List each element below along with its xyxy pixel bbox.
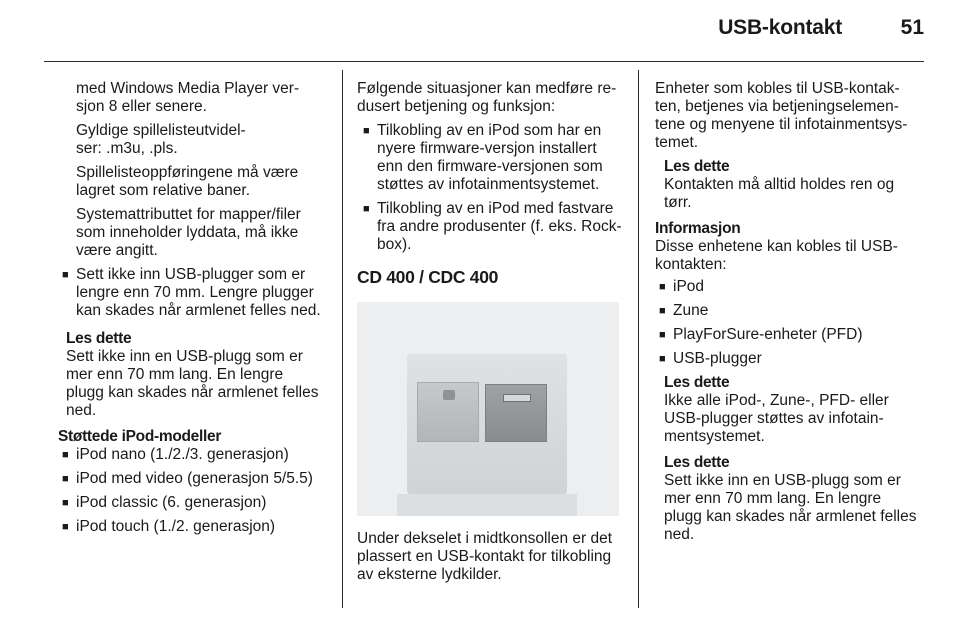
usb-slot (485, 384, 547, 442)
list-item: ■ iPod nano (1./2./3. generasjon) (62, 446, 334, 464)
list-item: ■ USB-plugger (659, 350, 923, 368)
list-item: ■ iPod classic (6. generasjon) (62, 494, 334, 512)
list-item: ■ iPod med video (generasjon 5/5.5) (62, 470, 334, 488)
column-1 (58, 80, 334, 542)
column-2 (357, 80, 625, 590)
section-title: Informasjon (655, 220, 741, 237)
note-title: Les dette (664, 158, 730, 175)
column-3 (655, 80, 923, 552)
cover-button (443, 390, 455, 400)
console-lip (397, 494, 577, 516)
intro-paragraph: Følgende situasjoner kan medføre re- dusert betjening og funksjon: (357, 80, 617, 115)
column-divider-1 (342, 70, 343, 608)
usb-port-photo (357, 302, 619, 516)
playlist-entries-paragraph: Spillelisteoppføringene må være lagret som relative baner. (76, 164, 299, 199)
list-item: ■ Tilkobling av en iPod med fastvare fra andre produsenter (f. eks. Rock- box). (363, 200, 625, 254)
supported-models-section (58, 428, 334, 536)
note-block (655, 158, 923, 212)
note-text: Ikke alle iPod-, Zune-, PFD- eller USB-plugger støttes av infotain- mentsystemet. (664, 392, 889, 445)
usb-port-icon (503, 394, 531, 402)
list-item: ■ Sett ikke inn USB-plugger som er lengre enn 70 mm. Lengre plugger kan skades når armlenet felles ned. (62, 266, 334, 320)
section-title: Støttede iPod-modeller (58, 428, 222, 445)
note-text: Kontakten må alltid holdes ren og tørr. (664, 176, 895, 211)
note-title: Les dette (664, 374, 730, 391)
note-title: Les dette (66, 330, 132, 347)
playlist-extensions-paragraph: Gyldige spillelisteutvidel- ser: .m3u, .pls. (76, 122, 246, 157)
page-number: 51 (900, 16, 924, 39)
list-item: ■ iPod touch (1./2. generasjon) (62, 518, 334, 536)
figure-caption: Under dekselet i midtkonsollen er det plassert en USB-kontakt for tilkobling av eksterne lydkilder. (357, 530, 613, 583)
note-block (655, 454, 923, 544)
system-attribute-paragraph: Systemattributtet for mapper/filer som inneholder lyddata, må ikke være angitt. (76, 206, 301, 259)
info-text: Disse enhetene kan kobles til USB- kontakten: (655, 238, 898, 273)
note-title: Les dette (664, 454, 730, 471)
list-item: ■ iPod (659, 278, 923, 296)
list-item: ■ Tilkobling av en iPod som har en nyere firmware-versjon installert enn den firmware-versjonen som støttes av infotainmentsystemet. (363, 122, 625, 194)
page-title: USB-kontakt (718, 16, 842, 39)
column-divider-2 (638, 70, 639, 608)
intro-paragraph: med Windows Media Player ver- sjon 8 eller senere. (76, 80, 300, 115)
info-section (655, 220, 923, 274)
note-text: Sett ikke inn en USB-plugg som er mer enn 70 mm lang. En lengre plugg kan skades når armlenet felles ned. (66, 348, 319, 419)
header-divider (44, 61, 924, 62)
intro-paragraph: Enheter som kobles til USB-kontak- ten, betjenes via betjeningselemen- tene og menyene til infotainmentsys- temet. (655, 80, 908, 151)
page-header (0, 0, 960, 62)
section-heading: CD 400 / CDC 400 (357, 267, 499, 287)
list-item: ■ PlayForSure-enheter (PFD) (659, 326, 923, 344)
note-block (62, 330, 334, 420)
note-block (655, 374, 923, 446)
list-item: ■ Zune (659, 302, 923, 320)
note-text: Sett ikke inn en USB-plugg som er mer enn 70 mm lang. En lengre plugg kan skades når armlenet felles ned. (664, 472, 917, 543)
